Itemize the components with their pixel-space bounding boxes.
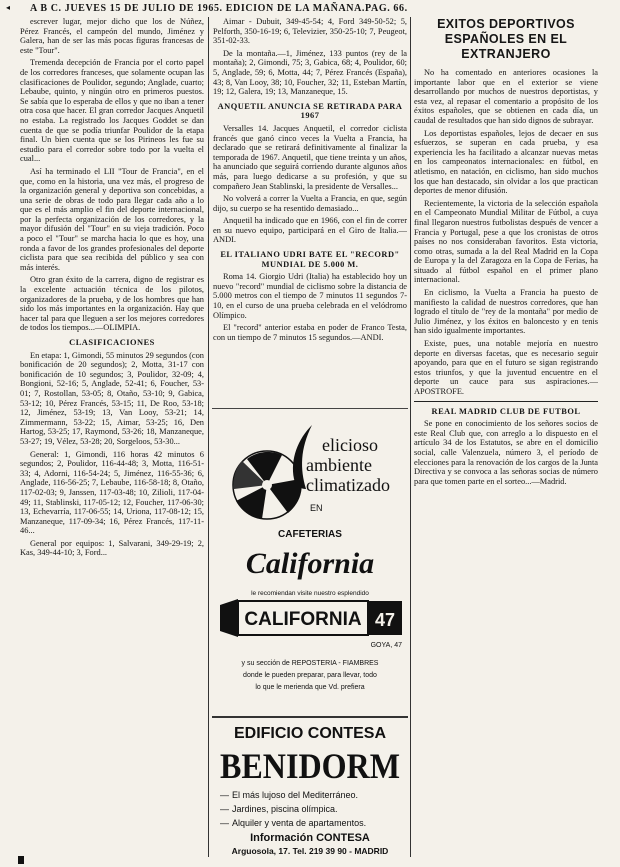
divider bbox=[414, 401, 598, 402]
ad-line-2: ambiente bbox=[306, 455, 372, 475]
paragraph: El "record" anterior estaba en poder de Franco Testa, con un tiempo de 7 minutos 15 segundos.—ANDI. bbox=[213, 323, 407, 342]
anquetil-heading: ANQUETIL ANUNCIA SE RETIRADA PARA 1967 bbox=[217, 101, 403, 121]
cafeterias-label: CAFETERIAS bbox=[278, 529, 342, 540]
paragraph: General: 1, Gimondi, 116 horas 42 minutos 6 segundos; 2, Poulidor, 116-44-48; 3, Motta, 116-51-33; 4, Adorni, 116-54-24; 5, Jiménez, 116-55-36; 6, Anglade, 116-56-25; 7, Lebaube, 116-58-18; 8, Otaño, 117-02-03; 9, Janssen, 117-03-48; 10, Zilioli, 117-04-49; 11, Stablinski, 117-05-12; 12, Foucher, 117-06-30; 13, Echevarría, 117-06-55; 14, Uriona, 117-08-12; 15, Manzaneque, 117-09-34; 16, Pérez Francés, 117-11-46... bbox=[20, 449, 204, 536]
contesa-item: Alquiler y venta de apartamentos. bbox=[232, 818, 367, 828]
california-47-name: CALIFORNIA bbox=[244, 609, 362, 630]
contesa-address: Arguosola, 17. Tel. 219 39 90 - MADRID bbox=[231, 846, 389, 856]
paragraph: Otro gran éxito de la carrera, digno de registrar es la excelente actuación técnica de los pilotos, organizadores de la prueba, y de los hombres que han sido los más importantes en la organización. Hay que hacer tal para que lleguen a ser los mejores corredores de todos los tiempos...—OLIMPIA. bbox=[20, 275, 204, 333]
paragraph: Tremenda decepción de Francia por el corto papel de los corredores franceses, que solamente ocupan las clasificaciones de Poulidor, segundo; Anglade, cuarto; Lebaube, quinto, y ningún otro en primeros puestos. Se sabía que lo esperaba de ellos y que no iban a tener otra cosa que hacer. El gran corredor Jacques Anquetil no estaba. La registrado los Jacques Goddet se dan cuenta de que se podía triunfar Poulidor de la etapa final. Un bien cuenta que se los Pirineos les fue su estudio para el corredor sobre todo por la vuelta el cual... bbox=[20, 58, 204, 164]
california-ad-art bbox=[212, 409, 408, 714]
paragraph: De la montaña.—1, Jiménez, 133 puntos (rey de la montaña); 2, Gimondi, 75; 3, Gabica, 68; 4, Poulidor, 60; 5, Anglade, 59; 6, Motta, 44; 7, Pérez Francés (España), 43; 8, Van Looy, 38; 10, Foucher, 32; 11, Esteban Martín, 19; 12, Galera, 19; 13, Manzaneque, 15. bbox=[213, 48, 407, 97]
contesa-advertisement bbox=[212, 716, 408, 858]
item-bullet-icon: — bbox=[220, 790, 229, 800]
contesa-info: Información CONTESA bbox=[250, 832, 370, 844]
column-rule-right bbox=[410, 17, 411, 857]
california-47-number: 47 bbox=[374, 610, 396, 630]
paragraph: Versalles 14. Jacques Anquetil, el corredor ciclista francés que ganó cinco veces la Vuelta a Francia, ha declarado que se retirará definitivamente al finalizar la temporada de 1967. Anquetil, que tiene treinta y un años, ha anunciado que seguirá corriendo durante algunos años más, para luego dedicarse a su profesión, y que su compañero Jean Stablinski, la presidente de Versalles... bbox=[213, 123, 407, 191]
tagline-1: y su sección de REPOSTERIA - FIAMBRES bbox=[241, 660, 379, 667]
contesa-ad-art bbox=[212, 718, 408, 858]
paragraph: escrever lugar, mejor dicho que los de Núñez, Pérez Francés, el campeón del mundo, Jiménez y Galera, han de ser las más pocas figuras francesas de este "Tour". bbox=[20, 17, 204, 55]
contesa-item: El más lujoso del Mediterráneo. bbox=[232, 790, 359, 800]
paragraph: Así ha terminado el LII "Tour de Francia", en el que, como en la historia, una vez más, el progreso de la organización general y deportiva son concebidas, a una serie de obras de todo para llegar cada año a lo que es el más amplio el fin del deporte internacional, por la perfecta organización de los corredores, y la mayor difusión del "Tour" en su vieja tradición. Poco a poco el "Tour" se marcha hacia lo que es hoy, una ronda a favor de los grandes profesionales del deporte ciclista para que sea recibida del público y sea con más interés. bbox=[20, 166, 204, 272]
column-3 bbox=[414, 17, 598, 862]
item-bullet-icon: — bbox=[220, 818, 229, 828]
paragraph: Anquetil ha indicado que en 1966, con el fin de correr en su nuevo equipo, participará en el Giro de Italia.—ANDI. bbox=[213, 216, 407, 245]
paragraph: Los deportistas españoles, lejos de decaer en sus esfuerzos, se superan en cada prueba, y esa experiencia les ha facilitado a alcanzar nuevas metas en los campeonatos internacionales: en fútbol, en atletismo, en natación, en ciclismo, han sido muchos los que han destacado, sin olvidar a los que practican deportes de menor difusión. bbox=[414, 128, 598, 196]
paragraph: Recientemente, la victoria de la selección española en el Campeonato Mundial Militar de Fútbol, a cuya final llegaron nuestros futbolistas después de vencer a Francia y Portugal, pese a que los cronistas de otros países no nos consideraban favoritos. Esta victoria, como otras, sumada a la del Real Madrid en la Copa de Europa y la del Zaragoza en la Copa de Ferias, ha situado al fútbol español en el primer plano internacional. bbox=[414, 198, 598, 285]
column-2 bbox=[213, 17, 407, 422]
paragraph: Aimar - Dubuit, 349-45-54; 4, Ford 349-50-52; 5, Pelforth, 350-16-19; 6, Televizier, 350-25-10; 7, Peugeot, 351-02-33. bbox=[213, 17, 407, 46]
contesa-item: Jardines, piscina olímpica. bbox=[232, 804, 338, 814]
tagline-3: lo que le merienda que Vd. prefiera bbox=[255, 684, 365, 691]
paragraph: No ha comentado en anteriores ocasiones la importante labor que en el exterior se viene desarrollando por muchos de nuestros deportistas, y esta vez, al repasar el comentario a propósito de los éxitos españoles, que se obtienen en cada día, un caudal de resultados que han sido dignos de subrayar. bbox=[414, 68, 598, 125]
page-header: A B C. JUEVES 15 DE JULIO DE 1965. EDICION DE LA MAÑANA.PAG. 66. bbox=[30, 3, 408, 14]
ad-address: GOYA, 47 bbox=[370, 642, 402, 649]
real-madrid-heading: REAL MADRID CLUB DE FUTBOL bbox=[431, 406, 581, 416]
column-1 bbox=[20, 17, 204, 862]
tagline-2: donde le pueden preparar, para llevar, todo bbox=[243, 672, 377, 679]
swirl-logo-icon bbox=[233, 425, 312, 519]
paragraph: En etapa: 1, Gimondi, 55 minutos 29 segundos (con bonificación de 20 segundos); 2, Motta, 31-17 con bonificación de 10 segundos; 3, Poulidor, 32-09; 4, Bongioni, 52-16; 5, Anglade, 52-41; 6, Foucher, 53-01; 7, Rostollan, 53-05; 8, Otaño, 53-10; 9, Gabica, 53-12; 10, Pérez Francés, 53-15; 11, De Roo, 53-18; 12, Jiménez, 53-19; 13, Van Looy, 53-21; 14, Zimmermann, 53-22; 15, Aimar, 53-25; 16, Den Hartog, 53-25; 17, Raymond, 53-26; 18, Manzaneque, 53-27; 19, Vélez, 53-28; 20, Sorgeloos, 53-30... bbox=[20, 350, 204, 446]
ad-line-1: elicioso bbox=[322, 435, 378, 455]
california-brand: California bbox=[245, 547, 375, 580]
paragraph: Existe, pues, una notable mejoría en nuestro deporte en diversas facetas, que es necesario seguir apoyando, para que en el futuro se sigan registrando estos triunfos, y que la juventud encuentre en el deporte un cauce para sus aspiraciones.—APOSTROFE. bbox=[414, 339, 598, 396]
paragraph: No volverá a correr la Vuelta a Francia, en que, según dijo, su cuerpo se ha resentido demasiado... bbox=[213, 194, 407, 213]
page-corner-mark: ◂ bbox=[6, 3, 11, 12]
ad-line-3: climatizado bbox=[306, 475, 390, 495]
column-rule-left bbox=[208, 17, 209, 857]
recommend-line: le recomiendan visite nuestro esplendido bbox=[251, 590, 369, 597]
sports-section-title: EXITOS DEPORTIVOS ESPAÑOLES EN EL EXTRANJERO bbox=[437, 17, 575, 61]
contesa-title: EDIFICIO CONTESA bbox=[233, 725, 387, 742]
paragraph: Roma 14. Giorgio Udri (Italia) ha establecido hoy un nuevo "record" mundial de ciclismo sobre la distancia de 5.000 metros con el tiempo de 7 minutos 11 segundos 7-10, en el curso de una prueba celebrada en el velódromo Olímpico. bbox=[213, 272, 407, 320]
classifications-heading: CLASIFICACIONES bbox=[69, 338, 155, 347]
paragraph: General por equipos: 1, Salvarani, 349-29-19; 2, Kas, 349-44-10; 3, Ford... bbox=[20, 538, 204, 558]
california-advertisement bbox=[212, 408, 408, 714]
ad-line-4: EN bbox=[310, 503, 323, 513]
page-bottom-mark bbox=[18, 856, 24, 864]
udri-record-heading: EL ITALIANO UDRI BATE EL "RECORD" MUNDIAL DE 5.000 M. bbox=[220, 250, 400, 269]
paragraph: Se pone en conocimiento de los señores socios de este Real Club que, con arreglo a lo dispuesto en el artículo 34 de los Estatutos, se abre en el domicilio social, calle Valenzuela, número 3, el período de elecciones para la renovación de los cargos de la Junta Directiva y se convoca a las señoras socias de número para que tomen parte en el sorteo...—Madrid. bbox=[414, 419, 598, 486]
benidorm-city: BENIDORM bbox=[220, 746, 400, 786]
item-bullet-icon: — bbox=[220, 804, 229, 814]
paragraph: En ciclismo, la Vuelta a Francia ha puesto de manifiesto la calidad de nuestros corredores, que han logrado el título de "rey de la montaña" por medio de Julio Jiménez, y los éxitos en baloncesto y en tenis han sido igualmente importantes. bbox=[414, 288, 598, 336]
